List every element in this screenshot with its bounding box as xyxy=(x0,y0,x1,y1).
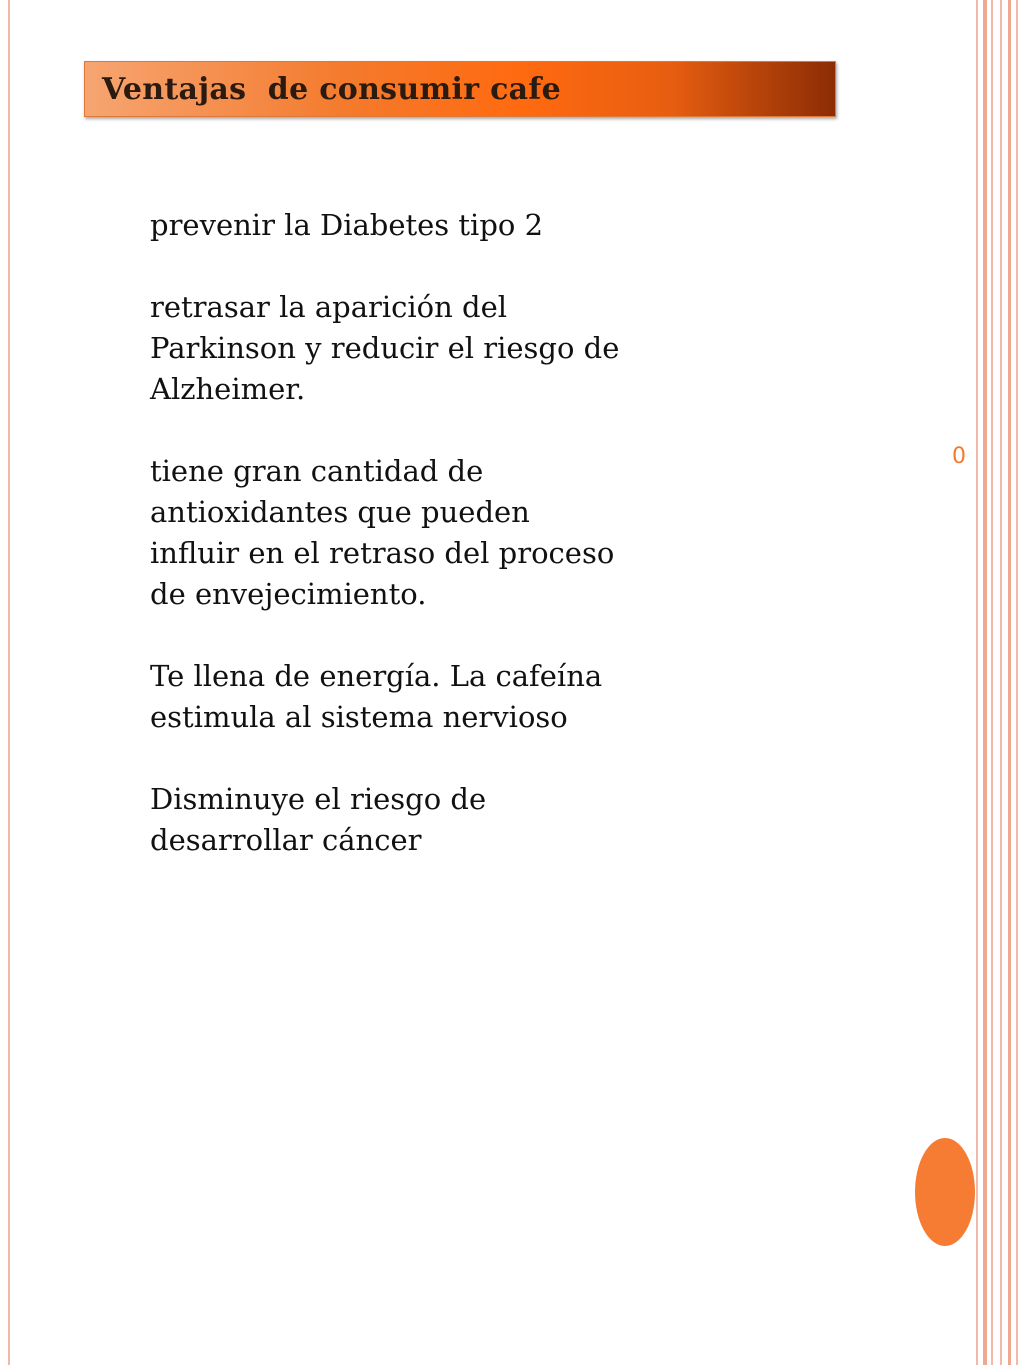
benefit-paragraph: Disminuye el riesgo de desarrollar cáncer xyxy=(150,782,487,857)
slide-body xyxy=(150,205,620,902)
page-number: 0 xyxy=(952,444,966,469)
right-border-stripe xyxy=(1016,0,1018,1365)
right-border-stripe xyxy=(991,0,993,1365)
benefit-paragraph: Te llena de energía. La cafeína estimula al sistema nervioso xyxy=(150,659,603,734)
left-border-line xyxy=(8,0,10,1365)
right-border-stripe xyxy=(983,0,987,1365)
right-border-stripe xyxy=(1000,0,1002,1365)
right-border-stripe xyxy=(976,0,978,1365)
decorative-oval xyxy=(915,1138,975,1246)
title-banner xyxy=(84,61,836,117)
slide-title: Ventajas de consumir cafe xyxy=(102,72,561,107)
benefit-paragraph: prevenir la Diabetes tipo 2 xyxy=(150,208,544,242)
right-border-stripe xyxy=(1008,0,1011,1365)
benefit-paragraph: tiene gran cantidad de antioxidantes que pueden influir en el retraso del proceso de envejecimiento. xyxy=(150,454,615,611)
benefit-paragraph: retrasar la aparición del Parkinson y reducir el riesgo de Alzheimer. xyxy=(150,290,620,406)
